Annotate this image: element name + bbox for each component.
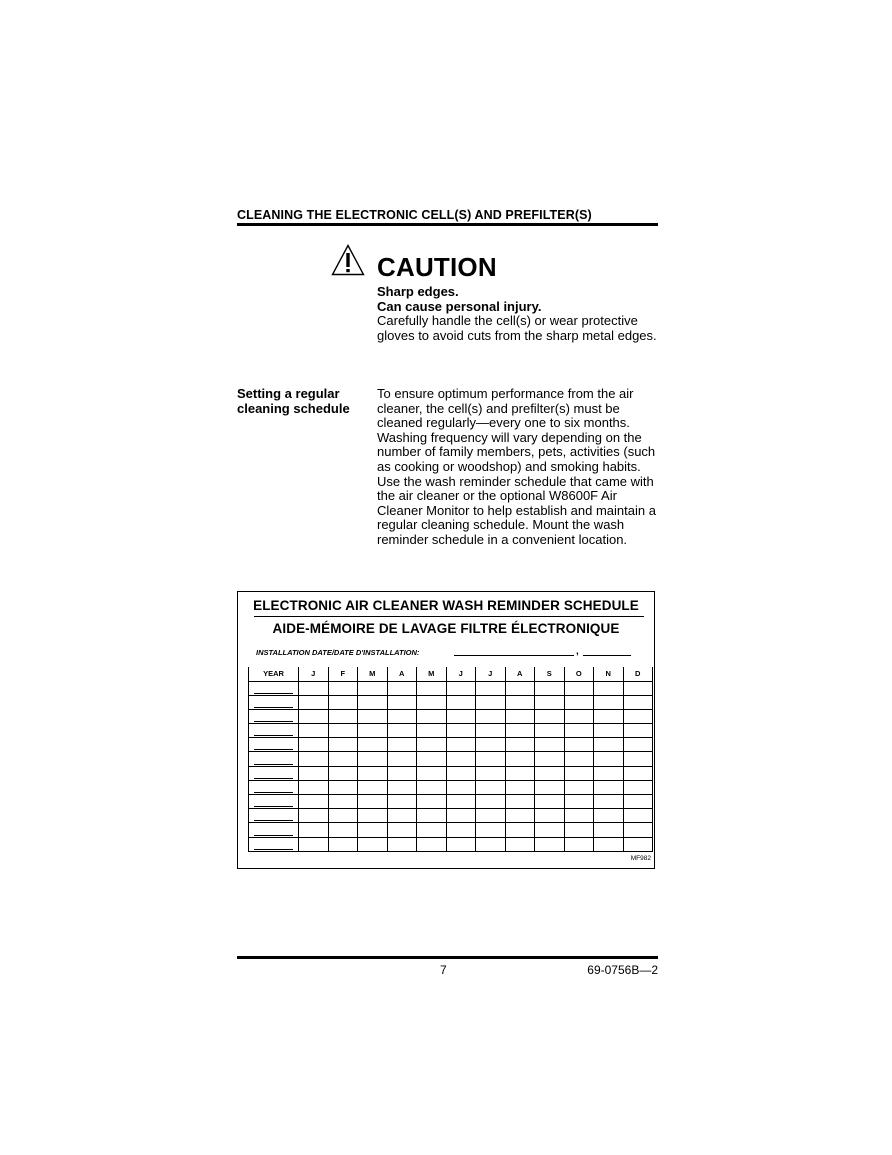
month-check-cell: [387, 738, 417, 752]
installation-date-label: INSTALLATION DATE/DATE D'INSTALLATION:: [256, 648, 420, 657]
year-blank-cell: [249, 837, 299, 851]
schedule-row: [249, 795, 653, 809]
schedule-grid: [248, 667, 653, 852]
cleaning-schedule-heading: Setting a regular cleaning schedule: [237, 386, 350, 416]
month-check-cell: [387, 695, 417, 709]
month-check-cell: [358, 738, 388, 752]
month-check-cell: [623, 809, 653, 823]
month-check-cell: [358, 809, 388, 823]
month-check-cell: [535, 695, 565, 709]
month-check-cell: [505, 724, 535, 738]
column-header-month: A: [387, 667, 417, 681]
month-check-cell: [299, 695, 329, 709]
month-check-cell: [594, 738, 624, 752]
month-check-cell: [446, 724, 476, 738]
column-header-month: D: [623, 667, 653, 681]
month-check-cell: [446, 837, 476, 851]
column-header-month: F: [328, 667, 358, 681]
schedule-title-rule: [254, 616, 644, 617]
column-header-year: YEAR: [249, 667, 299, 681]
section-title-rule: [237, 223, 658, 226]
month-check-cell: [387, 752, 417, 766]
month-check-cell: [594, 752, 624, 766]
month-check-cell: [387, 809, 417, 823]
month-check-cell: [358, 724, 388, 738]
month-check-cell: [623, 695, 653, 709]
year-blank-cell: [249, 766, 299, 780]
month-check-cell: [476, 837, 506, 851]
month-check-cell: [564, 809, 594, 823]
month-check-cell: [387, 837, 417, 851]
month-check-cell: [299, 724, 329, 738]
month-check-cell: [623, 681, 653, 695]
month-check-cell: [476, 780, 506, 794]
month-check-cell: [328, 681, 358, 695]
column-header-month: J: [299, 667, 329, 681]
month-check-cell: [299, 809, 329, 823]
caution-body: Carefully handle the cell(s) or wear protective gloves to avoid cuts from the sharp metal edges.: [377, 313, 657, 343]
month-check-cell: [535, 752, 565, 766]
year-blank-cell: [249, 709, 299, 723]
schedule-row: [249, 780, 653, 794]
month-check-cell: [446, 695, 476, 709]
installation-date-comma: ,: [576, 646, 579, 657]
month-check-cell: [417, 681, 447, 695]
year-blank-cell: [249, 752, 299, 766]
year-blank-cell: [249, 681, 299, 695]
month-check-cell: [299, 752, 329, 766]
month-check-cell: [299, 681, 329, 695]
month-check-cell: [417, 752, 447, 766]
month-check-cell: [299, 837, 329, 851]
year-blank-cell: [249, 823, 299, 837]
month-check-cell: [417, 709, 447, 723]
month-check-cell: [328, 724, 358, 738]
month-check-cell: [476, 766, 506, 780]
month-check-cell: [446, 709, 476, 723]
schedule-row: [249, 695, 653, 709]
month-check-cell: [446, 823, 476, 837]
installation-year-blank: [583, 655, 631, 656]
month-check-cell: [299, 709, 329, 723]
month-check-cell: [476, 695, 506, 709]
month-check-cell: [328, 837, 358, 851]
column-header-month: N: [594, 667, 624, 681]
caution-line-sharp-edges: Sharp edges.: [377, 284, 459, 299]
month-check-cell: [505, 823, 535, 837]
year-blank-cell: [249, 795, 299, 809]
column-header-month: M: [358, 667, 388, 681]
month-check-cell: [476, 738, 506, 752]
schedule-row: [249, 681, 653, 695]
month-check-cell: [535, 823, 565, 837]
month-check-cell: [594, 766, 624, 780]
schedule-row: [249, 709, 653, 723]
month-check-cell: [417, 795, 447, 809]
month-check-cell: [328, 752, 358, 766]
month-check-cell: [387, 766, 417, 780]
month-check-cell: [564, 823, 594, 837]
month-check-cell: [564, 837, 594, 851]
schedule-body: [249, 681, 653, 851]
schedule-header-row: [249, 667, 653, 681]
month-check-cell: [328, 738, 358, 752]
month-check-cell: [535, 709, 565, 723]
month-check-cell: [594, 795, 624, 809]
month-check-cell: [476, 724, 506, 738]
month-check-cell: [417, 738, 447, 752]
month-check-cell: [535, 837, 565, 851]
month-check-cell: [623, 738, 653, 752]
schedule-row: [249, 724, 653, 738]
month-check-cell: [505, 681, 535, 695]
month-check-cell: [535, 780, 565, 794]
month-check-cell: [535, 795, 565, 809]
month-check-cell: [358, 709, 388, 723]
column-header-month: J: [446, 667, 476, 681]
column-header-month: O: [564, 667, 594, 681]
month-check-cell: [623, 752, 653, 766]
month-check-cell: [535, 738, 565, 752]
page-number: 7: [440, 963, 447, 977]
month-check-cell: [328, 780, 358, 794]
schedule-row: [249, 837, 653, 851]
month-check-cell: [564, 681, 594, 695]
schedule-row: [249, 752, 653, 766]
month-check-cell: [594, 709, 624, 723]
month-check-cell: [417, 809, 447, 823]
month-check-cell: [564, 795, 594, 809]
month-check-cell: [328, 709, 358, 723]
month-check-cell: [446, 780, 476, 794]
month-check-cell: [476, 823, 506, 837]
caution-line-injury: Can cause personal injury.: [377, 298, 542, 314]
caution-message: [377, 285, 657, 343]
month-check-cell: [505, 809, 535, 823]
month-check-cell: [594, 681, 624, 695]
year-blank-cell: [249, 738, 299, 752]
wash-reminder-schedule: [237, 591, 655, 869]
month-check-cell: [358, 766, 388, 780]
month-check-cell: [564, 738, 594, 752]
schedule-row: [249, 809, 653, 823]
month-check-cell: [358, 780, 388, 794]
column-header-month: S: [535, 667, 565, 681]
month-check-cell: [299, 823, 329, 837]
month-check-cell: [387, 709, 417, 723]
month-check-cell: [446, 738, 476, 752]
month-check-cell: [505, 738, 535, 752]
month-check-cell: [299, 766, 329, 780]
month-check-cell: [505, 709, 535, 723]
month-check-cell: [623, 724, 653, 738]
month-check-cell: [535, 766, 565, 780]
document-number: 69-0756B—2: [587, 963, 658, 977]
schedule-row: [249, 738, 653, 752]
month-check-cell: [387, 681, 417, 695]
year-blank-cell: [249, 780, 299, 794]
month-check-cell: [505, 837, 535, 851]
month-check-cell: [594, 724, 624, 738]
month-check-cell: [328, 795, 358, 809]
month-check-cell: [446, 809, 476, 823]
month-check-cell: [299, 738, 329, 752]
month-check-cell: [564, 766, 594, 780]
column-header-month: A: [505, 667, 535, 681]
month-check-cell: [446, 752, 476, 766]
month-check-cell: [446, 681, 476, 695]
month-check-cell: [476, 752, 506, 766]
month-check-cell: [328, 809, 358, 823]
month-check-cell: [623, 823, 653, 837]
month-check-cell: [299, 795, 329, 809]
month-check-cell: [387, 724, 417, 738]
month-check-cell: [358, 837, 388, 851]
month-check-cell: [328, 823, 358, 837]
schedule-row: [249, 823, 653, 837]
month-check-cell: [358, 681, 388, 695]
month-check-cell: [594, 823, 624, 837]
year-blank-cell: [249, 724, 299, 738]
year-blank-cell: [249, 809, 299, 823]
month-check-cell: [623, 837, 653, 851]
month-check-cell: [535, 724, 565, 738]
month-check-cell: [476, 709, 506, 723]
month-check-cell: [387, 780, 417, 794]
month-check-cell: [505, 695, 535, 709]
schedule-title-french: AIDE-MÉMOIRE DE LAVAGE FILTRE ÉLECTRONIQUE: [272, 621, 620, 636]
month-check-cell: [594, 809, 624, 823]
month-check-cell: [446, 795, 476, 809]
month-check-cell: [594, 837, 624, 851]
month-check-cell: [535, 681, 565, 695]
schedule-code: MF982: [630, 855, 651, 862]
warning-triangle-icon: [331, 244, 365, 276]
section-title: CLEANING THE ELECTRONIC CELL(S) AND PREFILTER(S): [237, 208, 592, 222]
month-check-cell: [594, 780, 624, 794]
schedule-row: [249, 766, 653, 780]
month-check-cell: [299, 780, 329, 794]
installation-date-blank: [454, 655, 574, 656]
month-check-cell: [623, 766, 653, 780]
month-check-cell: [387, 795, 417, 809]
month-check-cell: [564, 780, 594, 794]
month-check-cell: [505, 752, 535, 766]
column-header-month: J: [476, 667, 506, 681]
month-check-cell: [505, 795, 535, 809]
month-check-cell: [535, 809, 565, 823]
month-check-cell: [417, 837, 447, 851]
footer-rule: [237, 956, 658, 959]
year-blank-cell: [249, 695, 299, 709]
month-check-cell: [387, 823, 417, 837]
month-check-cell: [358, 795, 388, 809]
month-check-cell: [417, 780, 447, 794]
month-check-cell: [564, 709, 594, 723]
month-check-cell: [328, 695, 358, 709]
column-header-month: M: [417, 667, 447, 681]
caution-heading: CAUTION: [377, 252, 497, 282]
month-check-cell: [623, 795, 653, 809]
month-check-cell: [417, 724, 447, 738]
month-check-cell: [594, 695, 624, 709]
month-check-cell: [358, 752, 388, 766]
schedule-title-english: ELECTRONIC AIR CLEANER WASH REMINDER SCHEDULE: [253, 598, 639, 613]
month-check-cell: [564, 695, 594, 709]
month-check-cell: [417, 823, 447, 837]
month-check-cell: [476, 795, 506, 809]
month-check-cell: [446, 766, 476, 780]
month-check-cell: [505, 780, 535, 794]
month-check-cell: [564, 752, 594, 766]
month-check-cell: [505, 766, 535, 780]
month-check-cell: [358, 823, 388, 837]
month-check-cell: [328, 766, 358, 780]
month-check-cell: [623, 709, 653, 723]
month-check-cell: [417, 695, 447, 709]
month-check-cell: [358, 695, 388, 709]
month-check-cell: [476, 681, 506, 695]
month-check-cell: [623, 780, 653, 794]
cleaning-schedule-body: To ensure optimum performance from the air cleaner, the cell(s) and prefilter(s) must be cleaned regularly—every one to six months. Washing frequency will vary depending on the number of family members, pets, activities (such as cooking or woodshop) and smoking habits. Use the wash reminder schedule that came with the air cleaner or the optional W8600F Air Cleaner Monitor to help establish and maintain a regular cleaning schedule. Mount the wash reminder schedule in a convenient location.: [377, 386, 656, 547]
month-check-cell: [476, 809, 506, 823]
month-check-cell: [417, 766, 447, 780]
month-check-cell: [564, 724, 594, 738]
